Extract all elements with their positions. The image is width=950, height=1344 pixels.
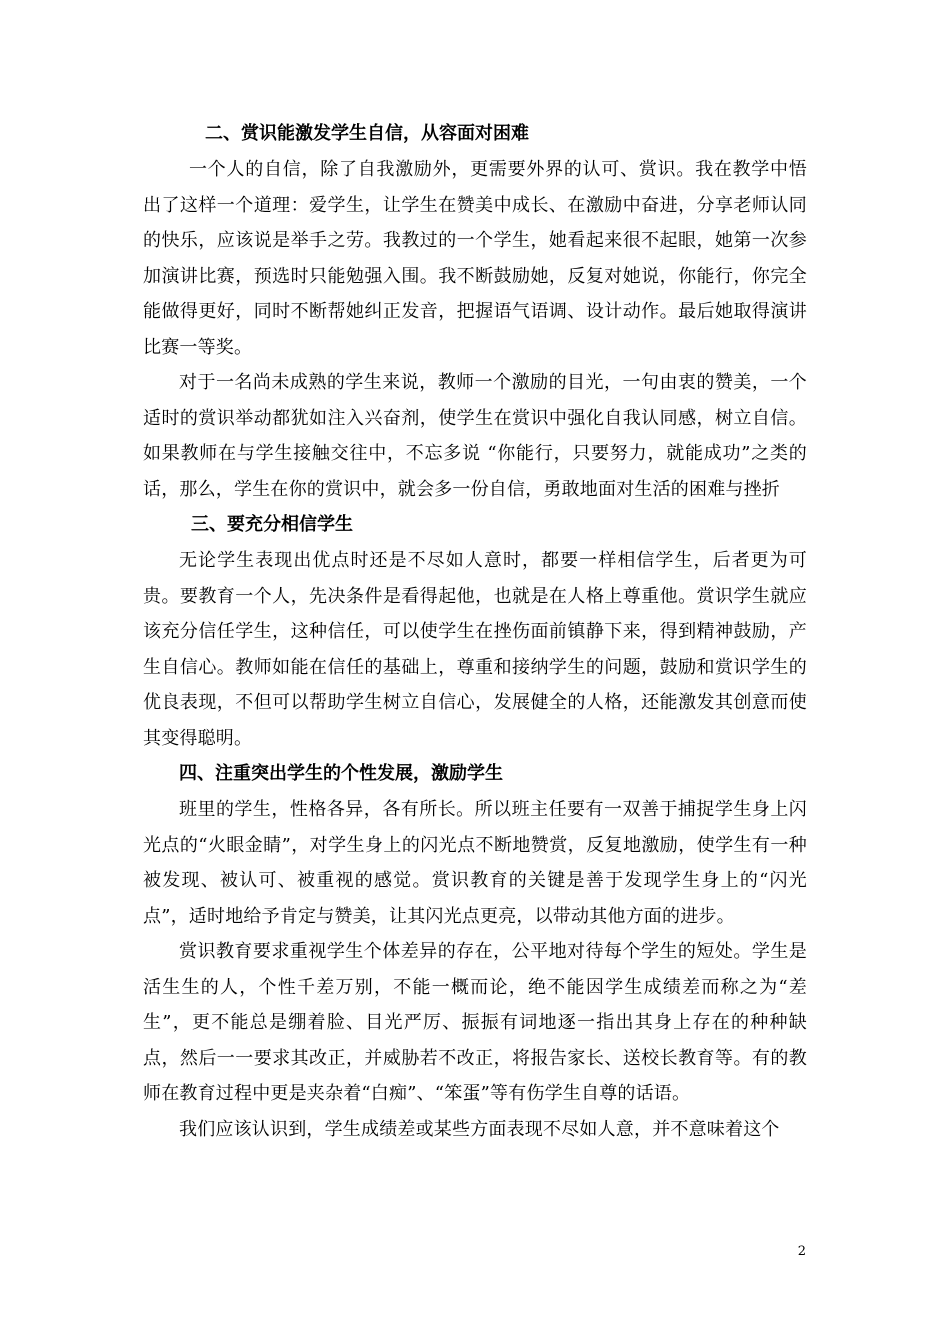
section-heading-3: 三、要充分相信学生 xyxy=(191,514,353,535)
paragraph: 一个人的自信，除了自我激励外，更需要外界的认可、赏识。我在教学中悟出了这样一个道理：爱学生，让学生在赞美中成长、在激励中奋进，分享老师认同的快乐，应该说是举手之劳。我教过的一个学生，她看起来很不起眼，她第一次参加演讲比赛，预选时只能勉强入围。我不断鼓励她，反复对她说，你能行，你完全能做得更好，同时不断帮她纠正发音，把握语气语调、设计动作。最后她取得演讲比赛一等奖。 xyxy=(143,159,807,358)
paragraph: 对于一名尚未成熟的学生来说，教师一个激励的目光，一句由衷的赞美，一个适时的赏识举动都犹如注入兴奋剂，使学生在赏识中强化自我认同感，树立自信。如果教师在与学生接触交往中，不忘多说 “你能行，只要努力，就能成功”之类的话，那么，学生在你的赏识中，就会多一份自信，勇敢地面对生活的困难与挫折 xyxy=(143,372,807,500)
paragraph: 无论学生表现出优点时还是不尽如人意时，都要一样相信学生，后者更为可贵。要教育一个人，先决条件是看得起他，也就是在人格上尊重他。赏识学生就应该充分信任学生，这种信任，可以使学生在挫伤面前镇静下来，得到精神鼓励，产生自信心。教师如能在信任的基础上，尊重和接纳学生的问题，鼓励和赏识学生的优良表现，不但可以帮助学生树立自信心，发展健全的人格，还能激发其创意而使其变得聪明。 xyxy=(143,550,807,749)
page-number: 2 xyxy=(797,1244,806,1259)
paragraph: 我们应该认识到，学生成绩差或某些方面表现不尽如人意，并不意味着这个 xyxy=(179,1118,780,1140)
section-heading-2: 二、赏识能激发学生自信，从容面对困难 xyxy=(205,123,529,144)
paragraph: 赏识教育要求重视学生个体差异的存在，公平地对待每个学生的短处。学生是活生生的人，个性千差万别，不能一概而论，绝不能因学生成绩差而称之为“差生”，更不能总是绷着脸、目光严厉、振振有词地逐一指出其身上存在的种种缺点，然后一一要求其改正，并威胁若不改正，将报告家长、送校长教育等。有的教师在教育过程中更是夹杂着“白痴”、“笨蛋”等有伤学生自尊的话语。 xyxy=(143,941,807,1104)
section-heading-4: 四、注重突出学生的个性发展，激励学生 xyxy=(179,763,503,784)
document-body xyxy=(143,116,807,1147)
paragraph: 班里的学生，性格各异，各有所长。所以班主任要有一双善于捕捉学生身上闪光点的“火眼金睛”，对学生身上的闪光点不断地赞赏，反复地激励，使学生有一种被发现、被认可、被重视的感觉。赏识教育的关键是善于发现学生身上的“闪光点”，适时地给予肯定与赞美，让其闪光点更亮，以带动其他方面的进步。 xyxy=(143,799,807,927)
